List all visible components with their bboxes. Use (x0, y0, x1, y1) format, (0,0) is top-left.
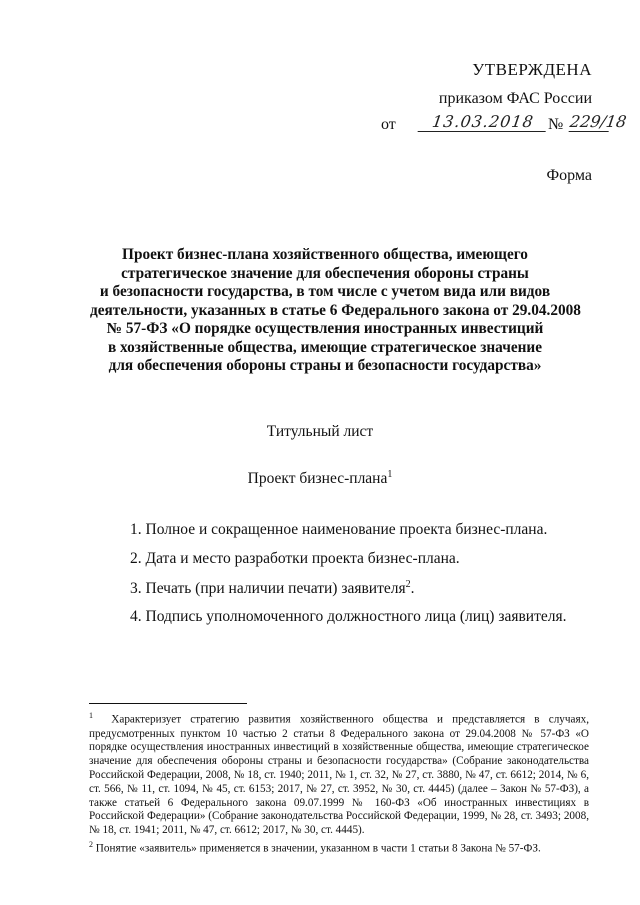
from-label: от (381, 116, 396, 133)
footnote-ref-1: 1 (387, 469, 393, 480)
list-item: 3. Печать (при наличии печати) заявителя$^2$. (130, 579, 415, 598)
footnote-2: $^2$ Понятие «заявитель» применяется в значении, указанном в части 1 статьи 8 Закона № 57-ФЗ. (89, 839, 541, 855)
footnotes (89, 709, 589, 856)
title-line: в хозяйственные общества, имеющие стратегическое значение (107, 338, 543, 356)
title-line: и безопасности государства, в том числе с учетом вида или видов (99, 283, 551, 300)
project-heading-text: Проект бизнес-плана (247, 470, 388, 488)
approved-stamp-text: УТВЕРЖДЕНА (472, 60, 592, 79)
handwritten-date: 13.03.2018 (418, 112, 549, 132)
footnote-separator (89, 703, 247, 704)
list-item: 2. Дата и место разработки проекта бизнес-плана. (130, 550, 460, 567)
form-label: Форма (546, 167, 592, 184)
order-reference: приказом ФАС России (438, 90, 592, 107)
document-title (90, 246, 581, 376)
section-list (130, 521, 566, 637)
number-label: № (548, 116, 564, 133)
list-item: 4. Подпись уполномоченного должностного лица (лиц) заявителя. (130, 608, 567, 625)
project-heading (0, 469, 640, 488)
footnote-1: $^1$ Характеризует стратегию развития хозяйственного общества и представляется в случаях, предусмотренных пунктом 10 частью 2 статьи 8 Федерального закона от 29.04.2008 № 57-ФЗ «О порядке осуществления иностранных инвестиций в хозяйственные общества, имеющие стратегическое значение для обеспечения обороны страны и безопасности государства» (Собрание законодательства Российской Федерации, 2008, № 18, ст. 1940; 2011, № 1, ст. 32, № 27, ст. 3880, № 47, ст. 6612; 2014, № 6, ст. 566, № 11, ст. 1094, № 45, ст. 6153; 2017, № 27, ст. 3952, № 30, ст. 4445) (далее – Закон № 57-ФЗ), а также статьей 6 Федерального закона 09.07.1999 № 160-ФЗ «Об иностранных инвестициях в Российской Федерации» (Собрание законодательства Российской Федерации, 1999, № 28, ст. 3493; 2008, № 18, ст. 1941; 2011, № 47, ст. 6612; 2017, № 30, ст. 4445). (89, 711, 589, 837)
order-date-number-line (381, 112, 628, 138)
footnote-ref-2: 2 (405, 579, 411, 590)
title-line: для обеспечения обороны страны и безопасности государства» (108, 357, 542, 374)
title-line: стратегическое значение для обеспечения обороны страны (121, 264, 529, 282)
handwritten-number: 229/18 (568, 112, 628, 131)
list-item: 1. Полное и сокращенное наименование проекта бизнес-плана. (130, 521, 548, 538)
title-line: Проект бизнес-плана хозяйственного общества, имеющего (122, 246, 528, 263)
title-line: деятельности, указанных в статье 6 Федерального закона от 29.04.2008 (90, 301, 581, 319)
title-line: № 57-ФЗ «О порядке осуществления иностранных инвестиций (106, 320, 544, 337)
title-page-heading: Титульный лист (266, 423, 374, 440)
